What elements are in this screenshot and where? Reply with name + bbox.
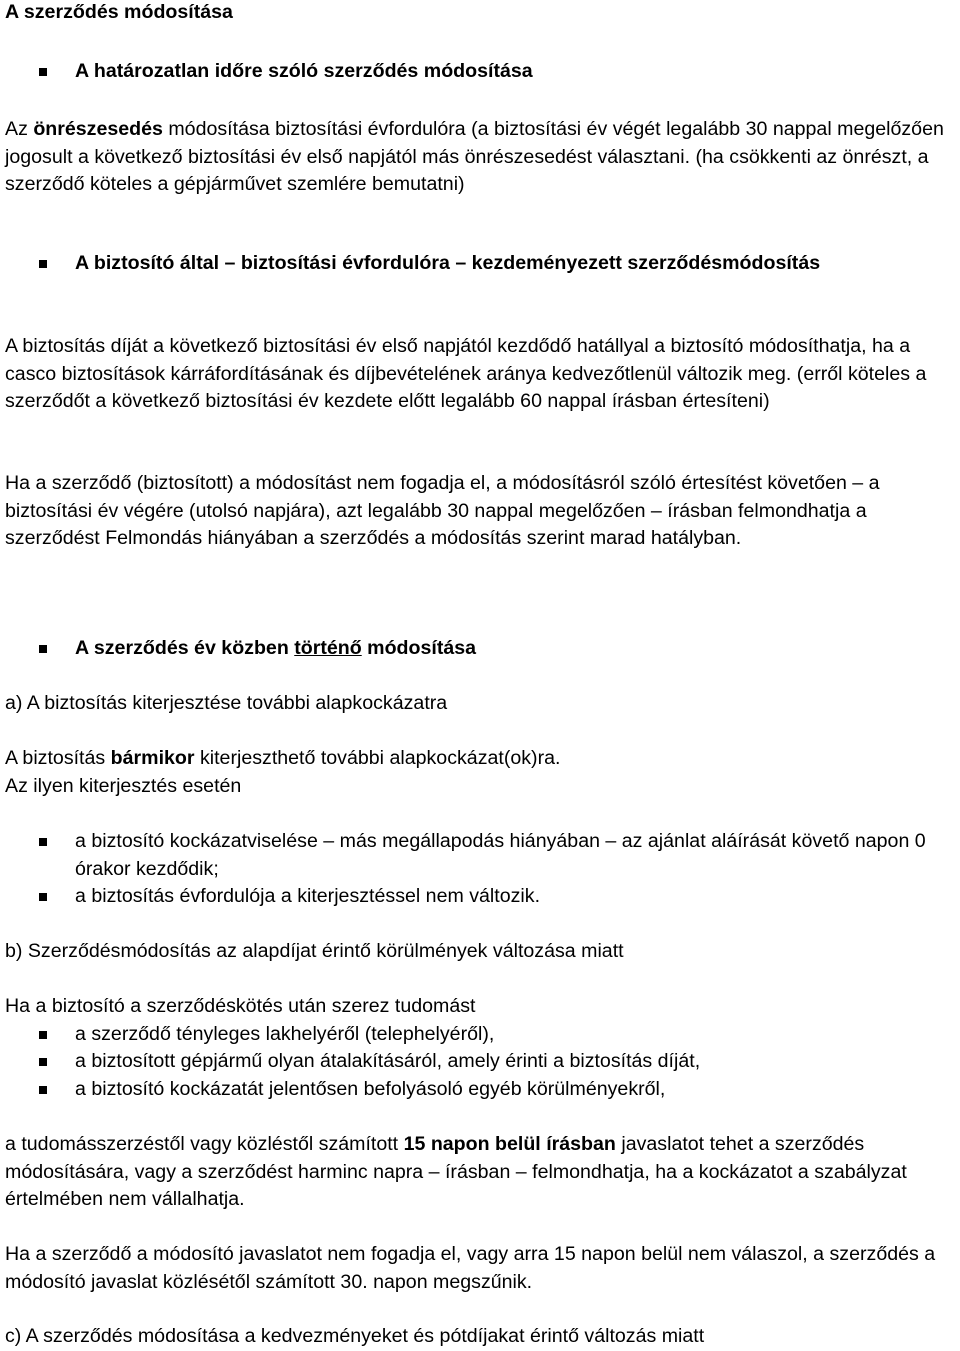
page-title: A szerződés módosítása	[5, 1, 233, 23]
paragraph-termination-option: Ha a szerződő (biztosított) a módosítást nem fogadja el, a módosításról szóló értesítést követően – a biztosítási év végére (utolsó napjára), azt legalább 30 nappal megelőzően – írásban felmondhatja a szerződést Felmondás hiányában a szerződés a módosítás szerint marad hatályban.	[5, 472, 880, 549]
list-item: a biztosítás évfordulója a kiterjesztéssel nem változik.	[75, 885, 541, 907]
bullet-square-icon	[39, 68, 47, 76]
bullet-square-icon	[39, 1031, 47, 1039]
bullet-square-icon	[39, 1086, 47, 1094]
paragraph-extension-anytime: A biztosítás bármikor kiterjeszthető további alapkockázat(ok)ra.	[5, 747, 561, 769]
bullet-square-icon	[39, 260, 47, 268]
subsection-c-title: c) A szerződés módosítása a kedvezményeket és pótdíjakat érintő változás miatt	[5, 1325, 705, 1347]
paragraph-premium-change: A biztosítás díját a következő biztosítási év első napjától kezdődő hatállyal a biztosító módosíthatja, ha a casco biztosítások kárráfordításának és díjbevételének aránya kedvezőtlenül változik meg. (erről köteles a szerződőt a következő biztosítási év kezdete előtt legalább 60 nappal írásban értesíteni)	[5, 335, 927, 412]
list-item: a biztosító kockázatát jelentősen befolyásoló egyéb körülményekről,	[75, 1078, 666, 1100]
section-heading-insurer-initiated: A biztosító által – biztosítási évfordulóra – kezdeményezett szerződésmódosítás	[75, 252, 821, 274]
list-item: a biztosított gépjármű olyan átalakításáról, amely érinti a biztosítás díját,	[75, 1050, 701, 1072]
bullet-square-icon	[39, 645, 47, 653]
subsection-b-title: b) Szerződésmódosítás az alapdíjat érintő körülmények változása miatt	[5, 940, 624, 962]
paragraph-knowledge-intro: Ha a biztosító a szerződéskötés után szerez tudomást	[5, 995, 476, 1017]
list-item: a biztosító kockázatviselése – más megállapodás hiányában – az ajánlat aláírását követő napon 0 órakor kezdődik;	[75, 830, 926, 880]
list-item: a szerződő tényleges lakhelyéről (telephelyéről),	[75, 1023, 495, 1045]
paragraph-deductible: Az önrészesedés módosítása biztosítási évfordulóra (a biztosítási év végét legalább 30 nappal megelőzően jogosult a következő biztosítási év első napjától más önrészesedést választani. (ha csökkenti az önrészt, a szerződő köteles a gépjárművet szemlére bemutatni)	[5, 118, 944, 195]
section-heading-midyear-modification: A szerződés év közben történő módosítása	[75, 637, 477, 659]
bullet-square-icon	[39, 838, 47, 846]
paragraph-15-day-proposal: a tudomásszerzéstől vagy közléstől számított 15 napon belül írásban javaslatot tehet a szerződés módosítására, vagy a szerződést harminc napra – írásban – felmondhatja, ha a kockázatot a szabályzat értelmében nem vállalhatja.	[5, 1133, 907, 1210]
bullet-square-icon	[39, 1058, 47, 1066]
section-heading-indefinite-contract: A határozatlan időre szóló szerződés módosítása	[75, 60, 533, 82]
bullet-square-icon	[39, 893, 47, 901]
paragraph-contract-termination: Ha a szerződő a módosító javaslatot nem fogadja el, vagy arra 15 napon belül nem válaszol, a szerződés a módosító javaslat közlésétől számított 30. napon megszűnik.	[5, 1243, 936, 1293]
bold-term-deductible: önrészesedés	[33, 118, 163, 140]
paragraph-extension-case: Az ilyen kiterjesztés esetén	[5, 775, 242, 797]
subsection-a-title: a) A biztosítás kiterjesztése további alapkockázatra	[5, 692, 448, 714]
